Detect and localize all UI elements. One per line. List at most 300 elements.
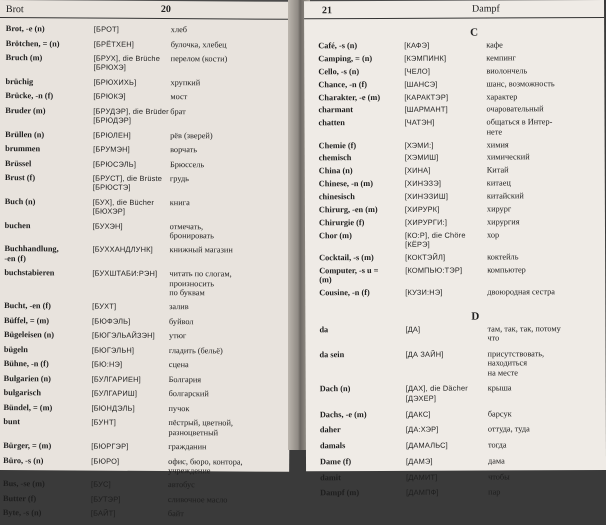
headword-line: Chinese, -n (m) (318, 179, 373, 189)
transcription (405, 118, 487, 128)
translation (487, 117, 599, 136)
transcription (405, 166, 487, 176)
headword-line: Chirurg, -en (m) (318, 204, 378, 215)
translation-line: там, так, так, потому (487, 324, 561, 334)
transcription (405, 288, 487, 298)
left-entry-list (0, 18, 292, 525)
headword-line: Büro, -s (n) (3, 455, 44, 465)
transcription (405, 217, 487, 227)
dictionary-entry (4, 245, 290, 271)
dictionary-entry (319, 152, 605, 166)
translation-line: булочка, хлебец (170, 39, 227, 49)
transcription-line: [БУХЭН] (92, 221, 123, 231)
headword (4, 345, 94, 355)
transcription-line: [ШАНСЭ] (404, 79, 438, 89)
headword (319, 166, 414, 176)
headword-line: Charakter, -e (m) (318, 92, 381, 102)
section-letter: C (470, 26, 479, 39)
translation (169, 246, 269, 256)
headword-line: Dame (f) (319, 456, 352, 467)
transcription (405, 265, 487, 275)
translation (487, 204, 599, 214)
translation-line: брат (170, 106, 186, 116)
translation (486, 40, 598, 50)
headword (319, 192, 414, 202)
headword-line: charmant (318, 105, 354, 115)
transcription-line: [БАЙТ] (90, 509, 116, 519)
transcription (93, 197, 171, 216)
headword (4, 330, 94, 340)
headword (318, 105, 413, 115)
transcription (91, 495, 169, 505)
translation-line: гладить (бельё) (168, 345, 223, 356)
transcription-line: [ДАМАЛЬС] (405, 440, 448, 450)
headword (320, 457, 415, 467)
translation (170, 107, 270, 117)
headword (318, 80, 413, 90)
headword-line: Bulgarien (n) (3, 373, 51, 384)
headword-line: Bucht, -en (f) (4, 301, 51, 311)
headword-line: Bruder (m) (5, 105, 46, 116)
translation (169, 331, 269, 341)
dictionary-entry (318, 66, 604, 80)
dictionary-entry (3, 417, 289, 443)
translation (170, 222, 270, 241)
transcription-line: [ДЭХЕР] (405, 393, 437, 403)
transcription-line: [БУЛГАРИЕН] (91, 374, 141, 384)
headword (5, 91, 95, 101)
translation (169, 389, 269, 399)
headword (4, 245, 94, 264)
translation (487, 152, 599, 162)
translation-line: шанс, возможность (486, 78, 555, 89)
headword (318, 67, 413, 77)
headword (319, 253, 414, 263)
translation-line: произносить (169, 278, 215, 288)
dictionary-entry (319, 165, 605, 179)
dictionary-entry (3, 456, 289, 482)
translation-line: Китай (486, 165, 509, 175)
transcription-line: [БРЮСТЭ] (92, 182, 131, 193)
translation (486, 79, 598, 89)
dictionary-entry (319, 252, 605, 266)
translation-line: кемпинг (486, 53, 516, 63)
transcription (405, 204, 487, 214)
headword-line: Dachs, -e (m) (319, 409, 367, 419)
dictionary-entry (319, 324, 605, 350)
headword (318, 54, 413, 64)
translation-line: книга (169, 197, 190, 208)
headword (320, 409, 415, 419)
translation (487, 191, 599, 201)
headword-line: China (n) (318, 166, 353, 176)
translation-line: что (487, 333, 500, 343)
translation-line: книжный магазин (169, 245, 233, 255)
headword-line: Camping, = (n) (318, 53, 373, 64)
translation-line: разноцветный (168, 427, 219, 438)
headword (319, 325, 414, 335)
transcription-line: [БЮГЭЛЬАЙЗЭН] (91, 330, 155, 341)
headword (5, 197, 95, 207)
left-page-header (0, 0, 292, 20)
headword (320, 384, 415, 394)
transcription (404, 66, 486, 76)
dictionary-entry (320, 349, 606, 385)
transcription (92, 245, 170, 255)
transcription (406, 384, 488, 403)
dictionary-entry (318, 79, 604, 93)
headword-line: Chance, -n (f) (318, 79, 368, 89)
transcription-line: [КОМПЬЮ:ТЭР] (405, 265, 463, 275)
headword-line: damit (320, 472, 341, 482)
right-entry-list (304, 18, 606, 513)
transcription (93, 221, 171, 231)
translation (487, 230, 599, 240)
headword (4, 388, 94, 398)
left-page (0, 0, 292, 519)
right-page-header (304, 0, 604, 19)
translation (486, 92, 598, 102)
translation (488, 383, 600, 393)
transcription-line: [БРЮДЭР] (93, 115, 132, 125)
translation (487, 265, 599, 275)
right-page-number: 21 (322, 5, 333, 17)
transcription (92, 302, 170, 312)
dictionary-entry (320, 383, 606, 409)
headword (5, 106, 95, 116)
transcription-line: [ДА] (405, 324, 421, 334)
transcription-line: [ДАХ], die Dächer (405, 384, 468, 394)
translation-line: общаться в Интер- (486, 117, 553, 127)
transcription (404, 41, 486, 51)
transcription-line: [ДАМПФ] (406, 488, 439, 498)
headword (4, 359, 94, 369)
transcription-line: [БРУСТ], die Brüste (92, 173, 163, 184)
transcription-line: [БЮФЭЛЬ] (92, 316, 131, 326)
transcription (92, 345, 170, 355)
headword-line: Brüllen (n) (5, 129, 45, 139)
transcription (91, 418, 169, 428)
transcription (405, 179, 487, 189)
headword-line: Byte, -s (n) (2, 508, 42, 518)
headword-line: brüchig (5, 76, 34, 87)
dictionary-entry (6, 53, 292, 79)
translation-line: на месте (487, 367, 518, 378)
transcription-line: [БЮХЭР] (92, 206, 126, 216)
right-page (304, 0, 606, 498)
translation-line: автобус (168, 480, 195, 490)
dictionary-entry (319, 191, 605, 205)
translation (168, 481, 268, 491)
transcription-line: [БЮНДЭЛЬ] (91, 403, 135, 413)
translation (169, 375, 269, 385)
translation-line: Брюссель (169, 159, 205, 169)
translation-line: хлеб (170, 25, 188, 35)
translation-line: находиться (487, 358, 528, 368)
translation-line: китайский (486, 191, 524, 201)
translation-line: байт (167, 509, 184, 519)
transcription-line: [ХЭМИШ] (404, 153, 439, 163)
headword (319, 266, 414, 285)
translation-line: мост (170, 92, 188, 102)
transcription (93, 174, 171, 193)
headword (5, 77, 95, 87)
transcription (406, 456, 488, 466)
transcription (91, 480, 169, 490)
dictionary-entry (5, 173, 291, 199)
headword-line: da (319, 325, 329, 335)
transcription (92, 269, 170, 279)
translation-line: тогда (487, 440, 507, 450)
translation (488, 424, 600, 434)
transcription-line: [БРЮКЭ] (93, 91, 126, 102)
transcription (94, 54, 172, 73)
translation-line: химический (486, 152, 530, 162)
dictionary-entry (319, 265, 605, 288)
translation (487, 140, 599, 150)
transcription (406, 472, 488, 482)
transcription (92, 331, 170, 341)
translation-line: виолончель (486, 66, 528, 76)
transcription-line: [КУЗИ:НЭ] (405, 287, 443, 297)
translation (168, 442, 268, 452)
headword (5, 173, 95, 183)
translation (170, 145, 270, 155)
translation (486, 104, 598, 114)
dictionary-entry (319, 204, 605, 218)
headword (5, 221, 95, 231)
dictionary-entry (319, 230, 605, 253)
headword-line: brummen (5, 144, 41, 154)
dictionary-entry (320, 487, 606, 504)
translation-line: сцена (168, 360, 189, 370)
transcription-line: [КЭМПИНК] (404, 53, 447, 63)
headword-line: da sein (319, 350, 345, 360)
headword-line: chatten (318, 118, 345, 128)
left-running-head: Brot (5, 4, 24, 16)
transcription (93, 145, 171, 155)
headword (4, 374, 94, 384)
transcription-line: [БРУХ], die Brüche (93, 53, 161, 64)
transcription-line: [ХИРУРГИ:] (404, 217, 448, 227)
headword-line: damals (319, 441, 346, 451)
transcription-line: [БРЮХИХЬ] (93, 77, 137, 87)
translation-line: двоюродная сестра (487, 287, 555, 297)
headword (5, 130, 95, 140)
translation-line: перелом (кости) (170, 54, 228, 64)
transcription-line: [ХИНЭЗИШ] (404, 191, 449, 201)
translation-line: буйвол (169, 316, 194, 327)
transcription-line: [ДА ЗАЙН] (405, 349, 444, 359)
left-page-number: 20 (160, 4, 171, 16)
section-spacer (306, 503, 606, 512)
transcription-line: [ЧЕЛО] (404, 66, 431, 76)
translation (486, 53, 598, 63)
translation (488, 409, 600, 419)
headword (3, 480, 93, 490)
transcription (94, 39, 172, 49)
dictionary-entry (318, 53, 604, 67)
headword-line: buchen (4, 220, 31, 230)
transcription (92, 389, 170, 399)
translation-line: гражданин (168, 442, 207, 452)
headword-line: Brust (f) (4, 173, 36, 183)
headword (319, 231, 414, 241)
dictionary-entry (320, 440, 606, 457)
headword (4, 301, 94, 311)
headword (320, 441, 415, 451)
dictionary-entry (319, 287, 605, 301)
transcription-line: [БУНТ] (91, 417, 116, 428)
dictionary-entry (5, 106, 291, 132)
translation (486, 66, 598, 76)
transcription (92, 360, 170, 370)
transcription (405, 230, 487, 249)
headword-line: Bühne, -n (f) (3, 359, 49, 369)
headword (6, 39, 96, 49)
translation-line: китаец (486, 178, 511, 188)
transcription (94, 25, 172, 35)
translation (170, 78, 270, 88)
translation (170, 92, 270, 102)
translation-line: по буквам (169, 287, 205, 298)
translation (488, 456, 600, 466)
dictionary-entry (319, 178, 605, 192)
transcription (91, 509, 169, 519)
transcription (406, 425, 488, 435)
transcription (406, 350, 488, 360)
headword-line: Buch (n) (4, 196, 36, 207)
dictionary-entry (4, 268, 290, 303)
transcription (405, 192, 487, 202)
headword (3, 441, 93, 451)
headword-line: chemisch (318, 153, 352, 163)
headword (319, 153, 414, 163)
transcription (406, 409, 488, 419)
translation (168, 418, 268, 437)
translation-line: дама (487, 456, 505, 466)
translation-line: чтобы (488, 472, 510, 482)
translation (487, 178, 599, 188)
translation-line: отмечать, (169, 221, 204, 231)
transcription (405, 153, 487, 163)
translation-line: читать по слогам, (169, 269, 232, 279)
translation (170, 198, 270, 208)
translation (168, 404, 268, 414)
transcription (404, 53, 486, 63)
translation (487, 165, 599, 175)
headword (318, 92, 413, 102)
translation (170, 160, 270, 170)
headword (319, 205, 414, 215)
transcription (405, 140, 487, 150)
transcription (91, 456, 169, 466)
headword-line: Bürger, = (m) (3, 441, 52, 451)
headword (319, 118, 414, 128)
translation-line: учреждение (168, 466, 211, 476)
headword-line: Chirurgie (f) (318, 217, 365, 228)
headword (319, 179, 414, 189)
translation-line: пёстрый, цветной, (168, 418, 234, 428)
translation (488, 440, 600, 450)
translation-line: болгарский (168, 389, 209, 399)
headword-line: bulgarisch (3, 388, 41, 398)
transcription-line: [БУХТ] (92, 301, 117, 312)
transcription-line: [КО:Р], die Chöre (405, 230, 466, 240)
headword (3, 494, 93, 504)
transcription (91, 403, 169, 413)
dictionary-entry (318, 104, 604, 118)
headword-line: Dampf (m) (320, 488, 360, 498)
headword-line: Chor (m) (319, 230, 352, 241)
headword-line: Büffel, = (m) (4, 315, 50, 326)
transcription-line: [ДА:ХЭР] (405, 425, 439, 435)
transcription-line: [КАФЭ] (404, 40, 430, 50)
headword-line: bunt (3, 417, 21, 427)
dictionary-entry (319, 117, 605, 140)
translation-line: бронировать (169, 231, 214, 241)
right-running-head: Dampf (472, 3, 500, 15)
headword (318, 41, 413, 51)
translation-line: хор (487, 230, 500, 240)
transcription-line: [БРУМЭН] (93, 144, 130, 154)
translation-line: пучок (168, 403, 190, 414)
translation-line: барсук (487, 408, 512, 419)
headword-line: chinesisch (318, 192, 355, 202)
transcription-line: [БЮРО] (91, 456, 120, 466)
translation (168, 510, 268, 520)
transcription (92, 316, 170, 326)
transcription (93, 159, 171, 169)
transcription-line: [БРОТ] (93, 24, 120, 34)
transcription (93, 77, 171, 87)
translation (171, 54, 271, 64)
headword (4, 316, 94, 326)
headword-line: Computer, -s u = (319, 265, 379, 276)
transcription (404, 92, 486, 102)
transcription-line: [БЮ:НЭ] (91, 359, 123, 370)
translation (487, 217, 599, 227)
translation (169, 302, 269, 312)
transcription-line: [ШАРМАНТ] (404, 105, 448, 115)
headword-line: Bus, -se (m) (3, 479, 45, 489)
transcription (404, 79, 486, 89)
translation-line: очаровательный (486, 104, 544, 114)
headword-line: bügeln (3, 344, 28, 355)
transcription-line: [БУЛГАРИШ] (91, 388, 138, 399)
transcription-line: [ХИНА] (404, 166, 431, 176)
translation-line: утюг (168, 331, 187, 341)
dictionary-entry (5, 221, 291, 247)
dictionary-entry (3, 509, 289, 525)
translation-line: пар (488, 487, 501, 497)
headword (320, 488, 415, 498)
headword (3, 403, 93, 413)
transcription-line: [ХИРУРК] (404, 204, 440, 214)
translation-line: присутствовать, (487, 349, 545, 359)
headword-line: Bügeleisen (n) (3, 330, 54, 340)
transcription (406, 488, 488, 498)
transcription-line: [БУХШТАБИ:РЭН] (92, 268, 158, 279)
headword-line: Brücke, -n (f) (5, 91, 54, 101)
headword (5, 159, 95, 169)
transcription-line: [БУТЭР] (90, 494, 121, 504)
translation-line: Болгария (168, 374, 202, 385)
translation-line: кафе (486, 40, 503, 50)
dictionary-entry (319, 140, 605, 154)
dictionary-entry (5, 197, 291, 223)
transcription-line: [БЮРГЭР] (91, 441, 129, 451)
